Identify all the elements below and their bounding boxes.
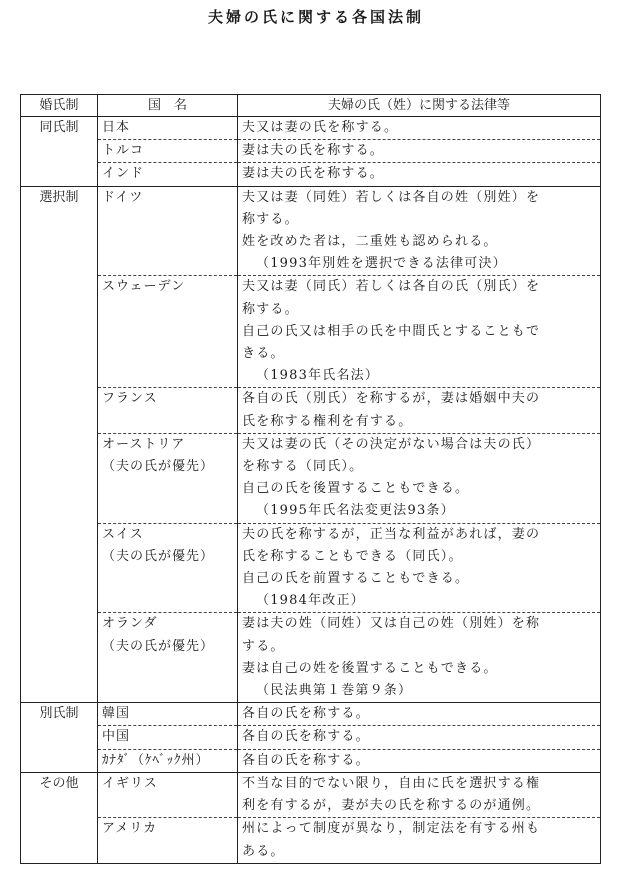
country-name: オランダ [102,616,158,632]
law-cell [238,276,601,388]
country-cell [98,186,238,276]
law-cell [238,388,601,433]
law-text-line: 各自の氏を称する。 [242,729,370,745]
law-text-line: 各自の氏（別氏）を称するが，妻は婚姻中夫の [242,391,541,407]
law-cell [238,726,601,749]
table-row [21,433,601,523]
law-text-line: 夫の氏を称するが，正当な利益があれば，妻の [242,526,541,542]
country-name: スイス [102,526,144,542]
table-row [21,140,601,163]
system-cell: その他 [21,772,98,863]
law-text-line: きる。 [242,346,285,362]
country-cell [98,433,238,523]
country-name: 韓国 [102,706,131,722]
law-text-line: （1983年氏名法） [256,368,380,384]
law-text-line: 夫又は妻（同氏）若しくは各自の氏（別氏）を [242,279,541,295]
table-row [21,523,601,613]
law-cell [238,818,601,863]
country-name: ドイツ [102,189,144,205]
law-cell [238,140,601,163]
table-row [21,388,601,433]
country-name: アメリカ [102,821,158,837]
law-text-line: 不当な目的でない限り，自由に氏を選択する権 [242,775,541,791]
country-cell [98,613,238,703]
law-text-line: 妻は夫の氏を称する。 [242,166,385,182]
country-cell [98,388,238,433]
country-name: （夫の氏が優先） [102,638,215,654]
country-name: （夫の氏が優先） [102,459,215,475]
country-name: スウェーデン [102,279,186,295]
law-text-line: ある。 [242,843,285,859]
country-name: インド [102,166,145,182]
law-text-line: 妻は夫の氏を称する。 [242,143,385,159]
law-text-line: 利を有するが，妻が夫の氏を称するのが通例。 [242,798,541,814]
law-text-line: 氏を称する権利を有する。 [242,413,413,429]
law-cell [238,703,601,726]
law-text-line: 姓を改めた者は，二重姓も認められる。 [242,234,498,250]
law-text-line: 夫又は妻の氏を称する。 [242,120,399,135]
country-name: オーストリア [102,436,186,452]
table-row [21,186,601,276]
header-law: 夫婦の氏（姓）に関する法律等 [238,95,601,117]
country-cell [98,163,238,186]
law-text-line: 氏を称することもできる（同氏）。 [242,548,463,564]
table-header-row [21,95,601,117]
law-cell [238,433,601,523]
law-text-line: 妻は夫の姓（同姓）又は自己の姓（別姓）を称 [242,616,541,632]
document-title: 夫婦の氏に関する各国法制 [207,8,424,26]
country-cell [98,749,238,772]
law-cell [238,749,601,772]
law-text-line: 各自の氏を称する。 [242,752,370,768]
law-text-line: （1984年改正） [256,593,365,609]
table-row [21,749,601,772]
country-cell [98,140,238,163]
country-cell [98,276,238,388]
country-name: イギリス [102,775,158,791]
law-text-line: 称する。 [242,301,299,317]
country-name: （夫の氏が優先） [102,548,215,564]
law-text-line: 称する。 [242,211,299,227]
country-cell [98,117,238,140]
country-name: トルコ [102,143,145,159]
law-text-line: （1993年別姓を選択できる法律可決） [256,256,507,272]
country-name: ｶﾅﾀﾞ（ｹﾍﾞｯｸ州） [102,752,210,768]
country-name: フランス [102,391,158,407]
table-row [21,818,601,863]
law-text-line: 自己の氏又は相手の氏を中間氏とすることもで [242,323,541,339]
country-cell [98,726,238,749]
law-text-line: を称する（同氏）。 [242,459,364,475]
law-text-line: （1995年氏名法変更法93条） [256,503,455,519]
marriage-surname-law-table [20,94,601,864]
table-row [21,117,601,140]
table-row [21,276,601,388]
law-cell [238,523,601,613]
law-text-line: 夫又は妻（同姓）若しくは各自の姓（別姓）を [242,189,541,205]
country-cell [98,703,238,726]
system-cell: 別氏制 [21,703,98,773]
law-cell [238,117,601,140]
table-row [21,726,601,749]
table-body [21,117,601,864]
header-system: 婚氏制 [21,95,98,117]
law-text-line: （民法典第１巻第９条） [256,683,413,699]
system-cell: 同氏制 [21,117,98,187]
table-row [21,703,601,726]
law-text-line: 自己の氏を後置することもできる。 [242,481,470,497]
header-country: 国 名 [98,95,238,117]
country-cell [98,818,238,863]
law-text-line: する。 [242,638,285,654]
law-cell [238,613,601,703]
law-text-line: 自己の氏を前置することもできる。 [242,571,470,587]
table-row [21,772,601,817]
table-row [21,613,601,703]
law-text-line: 妻は自己の姓を後置することもできる。 [242,660,498,676]
law-cell [238,163,601,186]
country-name: 日本 [102,120,131,135]
law-text-line: 夫又は妻の氏（その決定がない場合は夫の氏） [242,436,541,452]
law-text-line: 各自の氏を称する。 [242,706,370,722]
table-row [21,163,601,186]
system-cell: 選択制 [21,186,98,703]
law-text-line: 州によって制度が異なり，制定法を有する州も [242,821,541,837]
law-cell [238,186,601,276]
country-cell [98,523,238,613]
law-cell [238,772,601,817]
country-cell [98,772,238,817]
country-name: 中国 [102,729,131,745]
